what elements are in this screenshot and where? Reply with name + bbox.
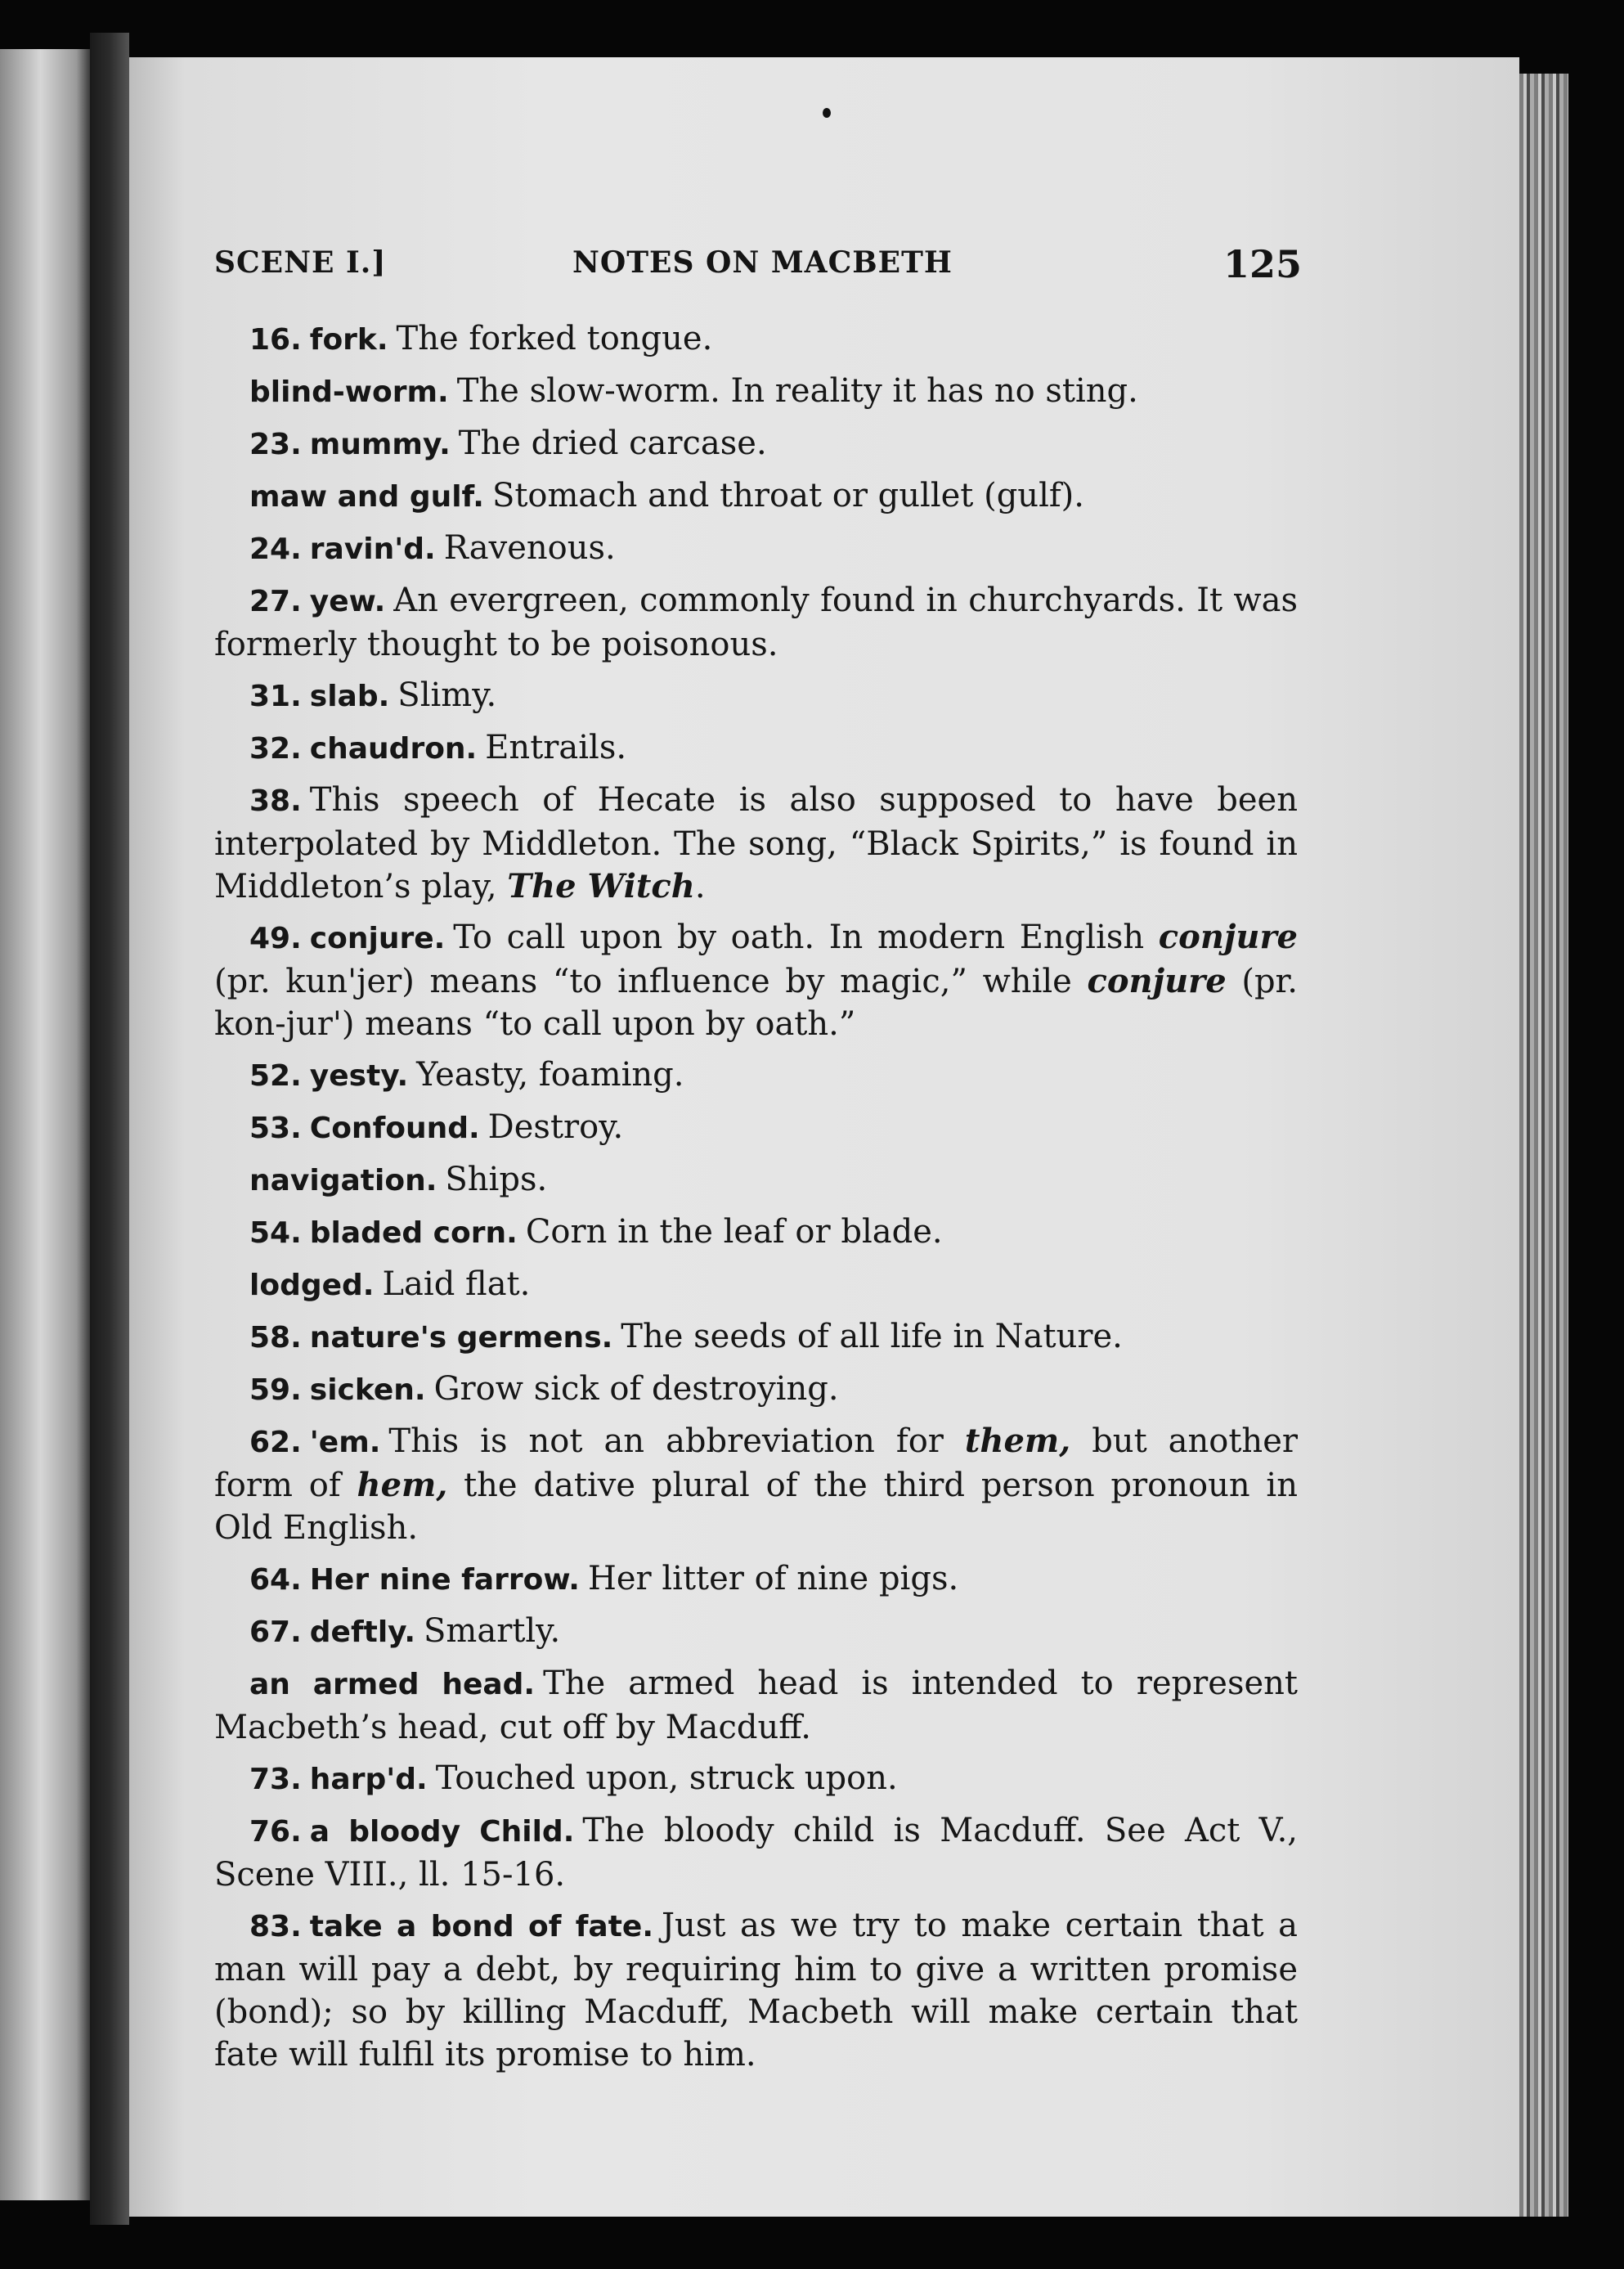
- line-number: 59.: [249, 1373, 302, 1407]
- gloss: To call upon by oath. In modern English: [453, 919, 1145, 956]
- gloss: Slimy.: [397, 676, 497, 714]
- gloss: The seeds of all life in Nature.: [621, 1318, 1123, 1355]
- note-entry: [214, 1106, 1298, 1150]
- lemma: conjure.: [309, 922, 446, 955]
- page-number: 125: [1222, 242, 1302, 286]
- notes-list: [214, 317, 1298, 2084]
- line-number: 53.: [249, 1112, 302, 1145]
- lemma: ravin'd.: [309, 532, 436, 566]
- lemma: lodged.: [249, 1269, 375, 1302]
- note-entry: [214, 726, 1298, 771]
- note-entry: [214, 1054, 1298, 1098]
- line-number: 62.: [249, 1426, 302, 1459]
- lemma: yesty.: [309, 1059, 409, 1093]
- italic-word: them,: [964, 1422, 1071, 1460]
- book-gutter: [90, 33, 129, 2225]
- gloss: Grow sick of destroying.: [433, 1370, 839, 1408]
- note-entry: [214, 1610, 1298, 1654]
- gloss: The bloody child is Macduff. See Act V., Scene VIII., ll. 15-16.: [214, 1812, 1298, 1894]
- ink-speck: [823, 108, 831, 118]
- gloss-end: .: [694, 868, 706, 905]
- lemma: Confound.: [309, 1112, 480, 1145]
- gloss: Ravenous.: [443, 529, 616, 567]
- gloss: Ships.: [445, 1161, 548, 1198]
- gloss: The armed head is intended to represent Macbeth’s head, cut off by Macduff.: [214, 1665, 1298, 1746]
- lemma: bladed corn.: [309, 1216, 518, 1250]
- line-number: 16.: [249, 323, 302, 357]
- note-entry: [214, 527, 1298, 571]
- gloss: The forked tongue.: [396, 320, 713, 357]
- note-entry: [214, 1557, 1298, 1602]
- gloss: Just as we try to make certain that a man will pay a debt, by requiring him to give a written promise (bond); so by killing Macduff, Macbeth will make certain that fate will fulfil its promise to him.: [214, 1907, 1298, 2074]
- note-entry: [214, 1158, 1298, 1202]
- note-entry: [214, 674, 1298, 718]
- gloss: Entrails.: [485, 729, 627, 766]
- note-entry: [214, 1420, 1298, 1549]
- lemma: yew.: [309, 585, 386, 618]
- line-number: 73.: [249, 1763, 302, 1796]
- lemma: slab.: [309, 680, 390, 713]
- note-entry: [214, 474, 1298, 519]
- line-number: 64.: [249, 1563, 302, 1597]
- lemma: Her nine farrow.: [309, 1563, 580, 1597]
- lemma: fork.: [309, 323, 388, 357]
- note-entry: [214, 1904, 1298, 2076]
- line-number: 54.: [249, 1216, 302, 1250]
- gloss: Destroy.: [487, 1108, 624, 1146]
- running-header: [214, 242, 1302, 291]
- gloss: Touched upon, struck upon.: [435, 1759, 898, 1797]
- lemma: maw and gulf.: [249, 480, 484, 514]
- note-entry: [214, 1662, 1298, 1749]
- line-number: 76.: [249, 1815, 302, 1849]
- line-number: 38.: [249, 784, 302, 818]
- gloss: This speech of Hecate is also supposed to have been interpolated by Middleton. The song, “Black Spirits,” is found in Middleton’s play,: [214, 781, 1298, 905]
- gloss: An evergreen, commonly found in churchyards. It was formerly thought to be poisonous.: [214, 582, 1298, 663]
- italic-word: conjure: [1158, 918, 1298, 956]
- note-entry: [214, 317, 1298, 362]
- gloss: Corn in the leaf or blade.: [525, 1213, 943, 1251]
- note-entry: [214, 1211, 1298, 1255]
- lemma: 'em.: [309, 1426, 381, 1459]
- lemma: chaudron.: [309, 732, 478, 766]
- gloss: Her litter of nine pigs.: [588, 1560, 959, 1597]
- line-number: 23.: [249, 428, 302, 461]
- gloss: Stomach and throat or gullet (gulf).: [491, 477, 1084, 514]
- line-number: 83.: [249, 1910, 302, 1943]
- lemma: a bloody Child.: [309, 1815, 575, 1849]
- line-number: 49.: [249, 922, 302, 955]
- gloss: Laid flat.: [382, 1265, 531, 1303]
- running-title: NOTES ON MACBETH: [572, 245, 953, 280]
- page-stack-edge: [1519, 74, 1568, 2217]
- italic-word: conjure: [1087, 962, 1227, 1000]
- lemma: harp'd.: [309, 1763, 428, 1796]
- gloss: Yeasty, foaming.: [416, 1056, 684, 1094]
- lemma: navigation.: [249, 1164, 437, 1197]
- line-number: 67.: [249, 1615, 302, 1649]
- gloss: This is not an abbreviation for: [388, 1422, 944, 1460]
- note-entry: [214, 579, 1298, 666]
- gloss: but another form of: [214, 1422, 1298, 1504]
- note-entry: [214, 1809, 1298, 1896]
- note-entry: [214, 1368, 1298, 1412]
- line-number: 58.: [249, 1321, 302, 1355]
- lemma: an armed head.: [249, 1668, 536, 1701]
- lemma: mummy.: [309, 428, 451, 461]
- gloss: Smartly.: [424, 1612, 561, 1650]
- lemma: nature's germens.: [309, 1321, 613, 1355]
- note-entry: [214, 779, 1298, 908]
- gloss: the dative plural of the third person pronoun in Old English.: [214, 1467, 1298, 1547]
- line-number: 27.: [249, 585, 302, 618]
- note-entry: [214, 1315, 1298, 1359]
- note-entry: [214, 1757, 1298, 1801]
- lemma: blind-worm.: [249, 375, 449, 409]
- line-number: 31.: [249, 680, 302, 713]
- lemma: sicken.: [309, 1373, 426, 1407]
- play-title: The Witch: [507, 867, 695, 905]
- gloss: The dried carcase.: [458, 425, 767, 462]
- lemma: deftly.: [309, 1615, 416, 1649]
- gloss: (pr. kun'jer) means “to influence by magic,” while: [214, 963, 1072, 1000]
- facing-page-edge: [0, 49, 90, 2200]
- note-entry: [214, 422, 1298, 466]
- line-number: 24.: [249, 532, 302, 566]
- gloss: (pr. kon-jur') means “to call upon by oath.”: [214, 963, 1298, 1043]
- line-number: 32.: [249, 732, 302, 766]
- scene-label: SCENE I.]: [214, 245, 387, 280]
- italic-word: hem,: [357, 1466, 448, 1504]
- note-entry: [214, 916, 1298, 1045]
- lemma: take a bond of fate.: [309, 1910, 653, 1943]
- note-entry: [214, 370, 1298, 414]
- gloss: The slow-worm. In reality it has no sting.: [456, 372, 1138, 410]
- line-number: 52.: [249, 1059, 302, 1093]
- note-entry: [214, 1263, 1298, 1307]
